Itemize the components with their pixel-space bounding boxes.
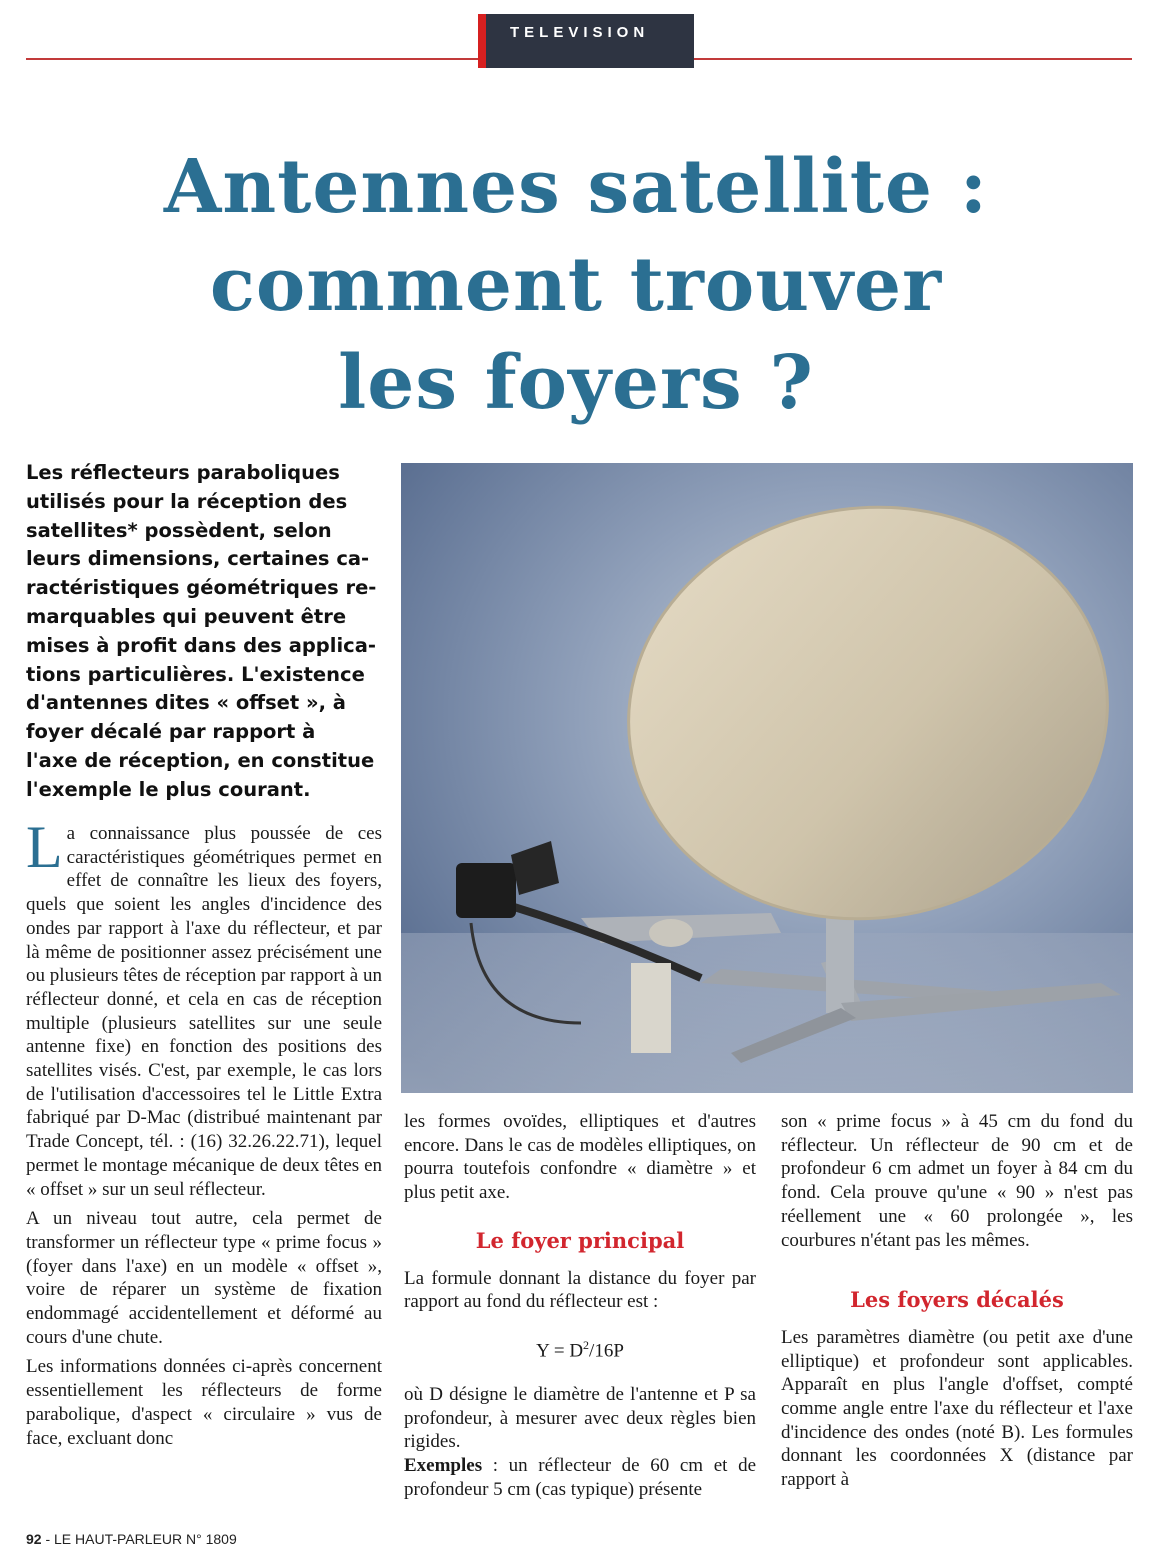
body-paragraph: les formes ovoïdes, elliptiques et d'autres encore. Dans le cas de modèles elliptiques, on pourra toutefois confondre « diamètre » et plus petit axe. xyxy=(404,1111,756,1204)
subhead-offset-foci: Les foyers décalés xyxy=(850,1287,1064,1313)
body-paragraph: Les paramètres diamètre (ou petit axe d'une elliptique) et profondeur sont applicables. Apparaît en plus l'angle d'offset, compté comme angle entre l'axe du réflecteur et l'axe d'incidence des ondes (noté B). Les formules donnant les coordonnées X (distance par rapport à xyxy=(781,1326,1133,1491)
lead-line: satellites* possèdent, selon xyxy=(26,518,332,542)
lead-line: utilisés pour la réception des xyxy=(26,489,348,513)
body-column-2 xyxy=(404,1110,756,1501)
formula xyxy=(404,1334,756,1363)
lead-line: foyer décalé par rapport à xyxy=(26,720,316,744)
lead-paragraph xyxy=(26,459,376,805)
headline xyxy=(0,138,1152,432)
dish-illustration xyxy=(401,463,1133,1093)
headline-line-1: Antennes satellite : xyxy=(163,144,989,230)
body-paragraph: son « prime focus » à 45 cm du fond du réflecteur. Un réflecteur de 90 cm et de profondeur 6 cm admet un foyer à 84 cm du fond. Cela prouve qu'une « 90 » n'est pas réellement une « 60 prolongée », les courbures n'étant pas les mêmes. xyxy=(781,1111,1133,1251)
headline-line-2: comment trouver xyxy=(209,242,943,328)
lead-line: mises à profit dans des applica- xyxy=(26,633,376,657)
formula-exponent: 2 xyxy=(583,1337,590,1352)
body-paragraph: A un niveau tout autre, cela permet de transformer un réflecteur type « prime focus » (foyer dans l'axe) en un modèle « offset », voire de réparer un système de fixation endommagé accidentellement et déformé au cours d'une chute. xyxy=(26,1208,382,1348)
body-text: : un réflecteur de 60 cm et de profondeur 5 cm (cas typique) présente xyxy=(404,1455,756,1500)
body-paragraph: La formule donnant la distance du foyer par rapport au fond du réflecteur est : xyxy=(404,1267,756,1313)
headline-line-3: les foyers ? xyxy=(338,340,814,426)
lead-line: Les réflecteurs paraboliques xyxy=(26,461,340,484)
lead-line: d'antennes dites « offset », à xyxy=(26,691,346,715)
formula-right: /16P xyxy=(589,1340,624,1362)
subhead-principal-focus: Le foyer principal xyxy=(475,1227,685,1253)
examples-label: Exemples xyxy=(404,1455,483,1477)
body-paragraph: Les informations données ci-après concernent essentiellement les réflecteurs de forme parabolique, d'aspect « circulaire » vus de face, excluant donc xyxy=(26,1356,382,1449)
lead-line: leurs dimensions, certaines ca- xyxy=(26,547,370,571)
lead-line: ractéristiques géométriques re- xyxy=(26,576,377,600)
satellite-dish-photo xyxy=(401,463,1133,1093)
body-paragraph: où D désigne le diamètre de l'antenne et P sa profondeur, à mesurer avec deux règles bien rigides. xyxy=(404,1383,756,1453)
lead-line: l'axe de réception, en constitue xyxy=(26,748,375,772)
lead-line: tions particulières. L'existence xyxy=(26,662,365,686)
dropcap: L xyxy=(26,814,63,880)
formula-left: Y = D xyxy=(536,1340,584,1362)
lead-line: marquables qui peuvent être xyxy=(26,604,347,628)
magazine-issue: - LE HAUT-PARLEUR N° 1809 xyxy=(41,1531,237,1547)
section-label: TELEVISION xyxy=(510,24,650,41)
lead-line: l'exemple le plus courant. xyxy=(26,777,311,801)
body-text: a connaissance plus poussée de ces caractéristiques géométriques permet en effet de connaître les lieux des foyers, quels que soient les angles d'incidence des ondes par rapport à l'axe du réflecteur, et par là même de positionner assez précisément une ou plusieurs têtes de réception par rapport à un réflecteur donné, et cela en cas de réception multiple (plusieurs satellites sur une seule antenne fixe) en fonction des positions des satellites visés. C'est, par exemple, le cas lors de l'utilisation d'accessoires tel le Little Extra fabriqué par D-Mac (distribué maintenant par Trade Concept, tél. : (16) 32.26.22.71), lequel permet le montage mécanique de deux têtes en « offset » sur un seul réflecteur. xyxy=(26,823,382,1200)
body-paragraph xyxy=(26,814,382,1201)
body-column-3 xyxy=(781,1110,1133,1492)
section-tab xyxy=(478,14,694,68)
page-footer xyxy=(26,1531,237,1547)
body-paragraph xyxy=(404,1454,756,1501)
body-column-1 xyxy=(26,814,382,1456)
page-number: 92 xyxy=(26,1531,42,1547)
